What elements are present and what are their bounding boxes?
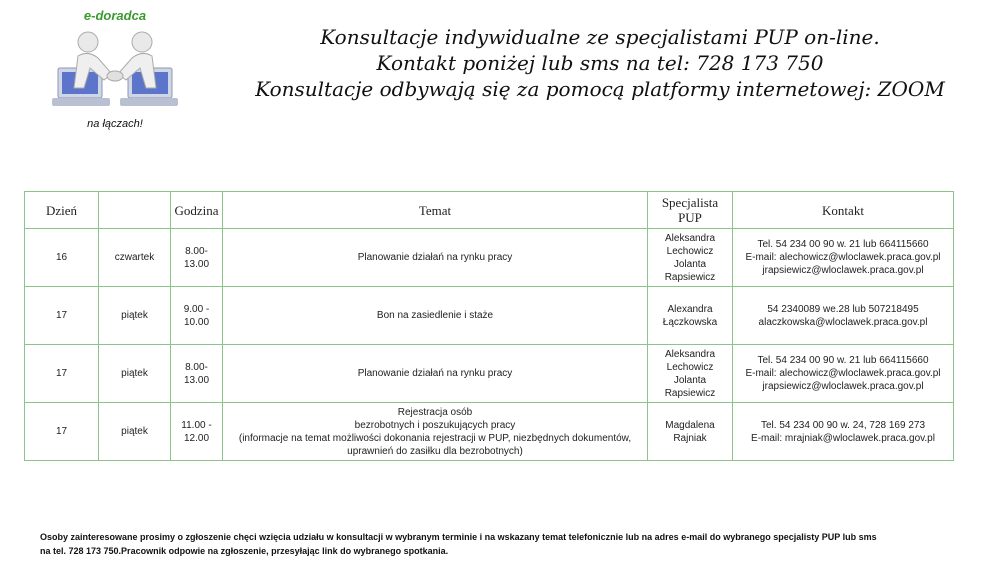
cell-topic [223, 229, 648, 287]
specialist-line: Jolanta [673, 258, 707, 270]
cell-contact [733, 403, 954, 461]
contact-line: alaczkowska@wloclawek.praca.gov.pl [758, 316, 928, 328]
topic-line: Bon na zasiedlenie i staże [376, 310, 494, 321]
topic-line: Planowanie działań na rynku pracy [357, 368, 513, 379]
topic-line: (informacje na temat możliwości dokonania rejestracji w PUP, niezbędnych dokumentów, [238, 432, 632, 444]
col-day: Dzień [25, 192, 99, 229]
specialist-line: Lechowicz [666, 245, 714, 257]
specialist-line: Jolanta [673, 374, 707, 386]
page-heading [200, 24, 1000, 102]
cell-day: 16 [25, 229, 99, 287]
contact-line: 54 2340089 we.28 lub 507218495 [767, 303, 919, 315]
cell-hour: 8.00-13.00 [171, 229, 223, 287]
logo-tagline: na łączach! [87, 118, 143, 130]
contact-line: Tel. 54 234 00 90 w. 24, 728 169 273 [760, 419, 926, 431]
contact-line: jrapsiewicz@wloclawek.praca.gov.pl [762, 381, 924, 392]
cell-topic [223, 287, 648, 345]
footer-note [40, 530, 975, 558]
specialist-line: Aleksandra [664, 348, 716, 360]
footer-line-1: Osoby zainteresowane prosimy o zgłoszenie chęci wzięcia udziału w konsultacji w wybranym terminie i na wskazany temat telefonicznie lub na adres e-mail do wybranego specjalisty PUP lub sms [40, 532, 877, 542]
contact-line: E-mail: alechowicz@wloclawek.praca.gov.pl [745, 252, 941, 263]
specialist-line: Alexandra [667, 303, 713, 315]
col-hour: Godzina [171, 192, 223, 229]
cell-weekday: piątek [99, 403, 171, 461]
specialist-line: Rajniak [673, 432, 707, 444]
cell-day: 17 [25, 287, 99, 345]
cell-contact [733, 287, 954, 345]
table-header-row [25, 192, 954, 229]
specialist-line: Lechowicz [666, 361, 714, 373]
specialist-line: Łączkowska [662, 316, 718, 328]
cell-contact [733, 345, 954, 403]
footer-line-2: na tel. 728 173 750.Pracownik odpowie na zgłoszenie, przesyłając link do wybranego spotkania. [40, 546, 449, 556]
specialist-line: Rapsiewicz [664, 271, 716, 283]
col-topic: Temat [223, 192, 648, 229]
cell-specialist [648, 345, 733, 403]
contact-line: jrapsiewicz@wloclawek.praca.gov.pl [762, 265, 924, 276]
cell-topic [223, 345, 648, 403]
specialist-line: Rapsiewicz [664, 387, 716, 399]
specialist-line: Magdalena [665, 419, 715, 431]
heading-line-3: Konsultacje odbywają się za pomocą platformy internetowej: ZOOM [255, 77, 945, 101]
schedule-table [24, 191, 954, 461]
topic-line: uprawnień do zasiłku dla bezrobotnych) [347, 445, 523, 457]
contact-line: E-mail: mrajniak@wloclawek.praca.gov.pl [751, 432, 935, 444]
specialist-line: Aleksandra [664, 232, 716, 244]
heading-line-1: Konsultacje indywidualne ze specjalistami PUP on-line. [320, 25, 880, 49]
cell-specialist [648, 287, 733, 345]
cell-weekday: piątek [99, 345, 171, 403]
topic-line: bezrobotnych i poszukujących pracy [354, 419, 516, 431]
contact-line: E-mail: alechowicz@wloclawek.praca.gov.pl [745, 368, 941, 379]
table-row [25, 287, 954, 345]
cell-hour: 9.00 - 10.00 [171, 287, 223, 345]
logo [40, 6, 190, 136]
cell-specialist [648, 403, 733, 461]
cell-hour: 8.00-13.00 [171, 345, 223, 403]
cell-specialist [648, 229, 733, 287]
cell-topic [223, 403, 648, 461]
table-row [25, 229, 954, 287]
col-weekday [99, 192, 171, 229]
col-contact: Kontakt [733, 192, 954, 229]
cell-hour: 11.00 - 12.00 [171, 403, 223, 461]
cell-day: 17 [25, 403, 99, 461]
cell-weekday: czwartek [99, 229, 171, 287]
contact-line: Tel. 54 234 00 90 w. 21 lub 664115660 [757, 355, 929, 366]
cell-weekday: piątek [99, 287, 171, 345]
table-row [25, 345, 954, 403]
cell-contact [733, 229, 954, 287]
col-specialist: Specjalista PUP [648, 192, 733, 229]
logo-title: e-doradca [83, 8, 147, 23]
heading-line-2: Kontakt poniżej lub sms na tel: 728 173 750 [376, 51, 824, 75]
cell-day: 17 [25, 345, 99, 403]
table-row [25, 403, 954, 461]
contact-line: Tel. 54 234 00 90 w. 21 lub 664115660 [757, 239, 929, 250]
handshake-laptops-icon [50, 28, 180, 118]
topic-line: Planowanie działań na rynku pracy [357, 252, 513, 263]
topic-line: Rejestracja osób [397, 406, 473, 418]
